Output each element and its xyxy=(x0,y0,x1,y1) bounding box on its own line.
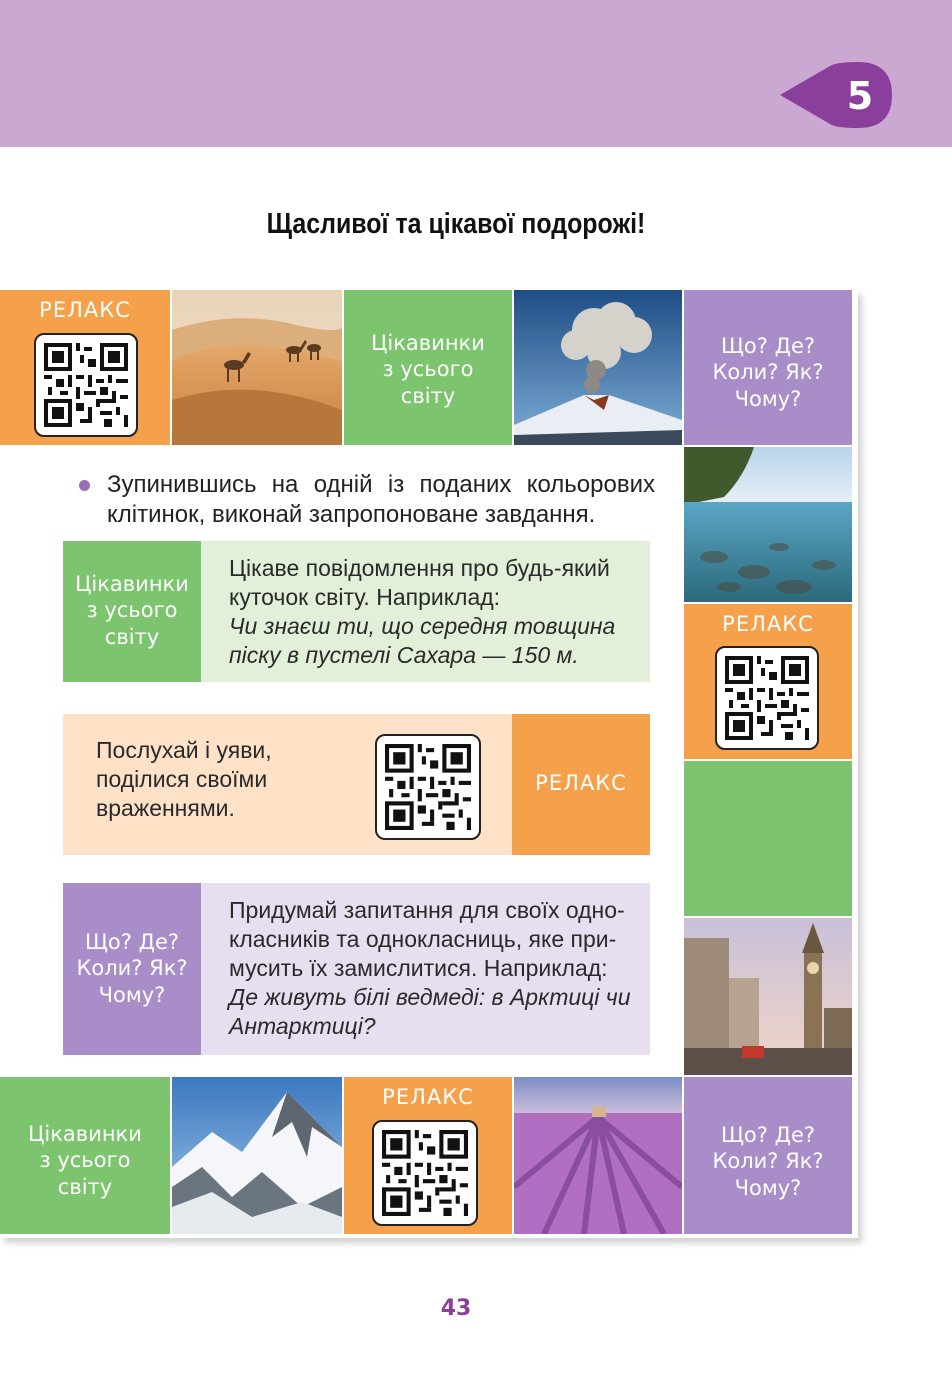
lake-image xyxy=(684,447,852,602)
board-cell-questions[interactable] xyxy=(684,290,852,445)
board-cell-facts[interactable] xyxy=(344,290,512,445)
questions-label: Що? Де? Коли? Як? Чому? xyxy=(712,334,824,411)
facts-label: Цікавинки з усього світу xyxy=(28,1122,142,1199)
task-relax-label-box xyxy=(512,714,650,855)
board-cell-relax[interactable] xyxy=(684,604,852,759)
facts-label: Цікавинки з усього світу xyxy=(75,572,189,649)
board-cell-questions[interactable] xyxy=(684,1077,852,1234)
task-questions xyxy=(63,883,650,1055)
qr-code[interactable] xyxy=(715,646,819,750)
big-ben-image xyxy=(684,918,852,1075)
qr-code[interactable] xyxy=(375,734,481,840)
task-relax xyxy=(63,714,650,855)
desert-image xyxy=(172,290,342,445)
bullet-icon xyxy=(79,480,90,491)
lavender-field-image xyxy=(514,1077,682,1234)
questions-label: Що? Де? Коли? Як? Чому? xyxy=(76,930,188,1007)
relax-label: РЕЛАКС xyxy=(535,771,627,795)
task-facts-text: Цікаве повідомлення про будь-який куточок світу. Наприклад: Чи знаєш ти, що середня товщина піску в пустелі Сахара — 150 м. xyxy=(229,555,616,668)
page-title: Щасливої та цікавої подорожі! xyxy=(266,208,646,240)
qr-code[interactable] xyxy=(372,1120,478,1226)
task-questions-label-box xyxy=(63,883,201,1055)
chapter-number: 5 xyxy=(846,74,874,118)
instruction-text: Зупинившись на одній із поданих кольорових клітинок, виконай запропоноване завдання. xyxy=(107,471,655,528)
board-cell-relax[interactable] xyxy=(0,290,170,445)
task-facts-label-box xyxy=(63,541,201,682)
task-questions-text: Придумай запитання для своїх одно- класників та однокласниць, яке при- мусить їх замислитися. Наприклад: Де живуть білі ведмеді: в Арктиці чи Антарктиці? xyxy=(229,897,631,1039)
volcano-image xyxy=(514,290,682,445)
questions-label: Що? Де? Коли? Як? Чому? xyxy=(712,1123,824,1200)
qr-code[interactable] xyxy=(34,333,138,437)
page-number: 43 xyxy=(440,1296,472,1321)
board-cell-facts[interactable] xyxy=(0,1077,170,1234)
facts-label: Цікавинки з усього світу xyxy=(371,331,485,408)
board-cell-relax[interactable] xyxy=(344,1077,512,1234)
relax-label: РЕЛАКС xyxy=(722,612,814,636)
relax-label: РЕЛАКС xyxy=(382,1085,474,1109)
mountain-image xyxy=(172,1077,342,1234)
relax-label: РЕЛАКС xyxy=(39,298,131,322)
board-cell-green-empty[interactable] xyxy=(684,761,852,916)
task-relax-text: Послухай і уяви, поділися своїми враженнями. xyxy=(96,737,272,821)
task-facts xyxy=(63,541,650,682)
